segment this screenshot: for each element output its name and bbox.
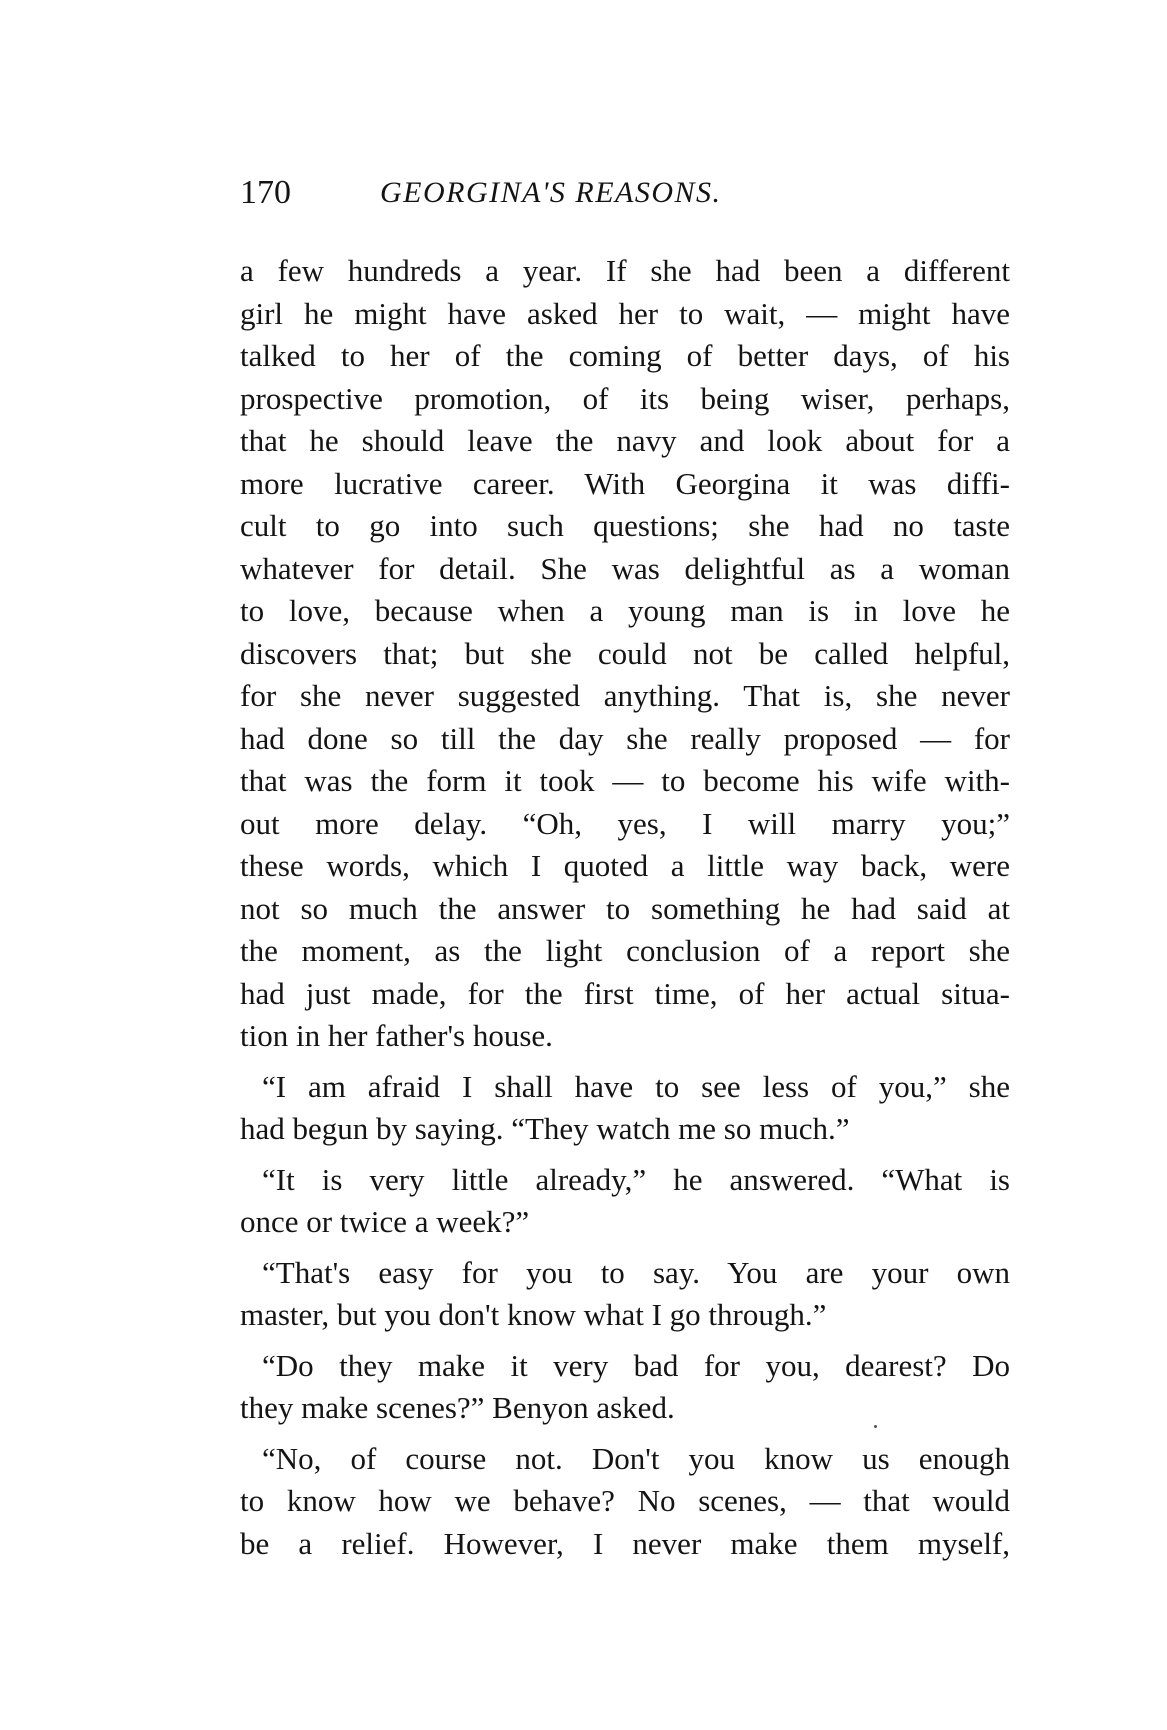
text-line: they make scenes?” Benyon asked. xyxy=(240,1390,675,1425)
text-line: once or twice a week?” xyxy=(240,1204,530,1239)
text-line: that he should leave the navy and look about for a xyxy=(240,423,1010,458)
text-line: “No, of course not. Don't you know us enough xyxy=(262,1440,1010,1476)
text-line: for she never suggested anything. That is, she never xyxy=(240,678,1010,713)
page-number: 170 xyxy=(240,174,291,211)
paragraph-gap xyxy=(240,1337,1010,1345)
text-line: cult to go into such questions; she had no taste xyxy=(240,508,1010,543)
paragraph-gap xyxy=(240,1430,1010,1438)
paragraph xyxy=(240,1345,1010,1430)
body-text xyxy=(240,250,1010,1565)
text-line: talked to her of the coming of better days, of his xyxy=(240,338,1010,373)
text-line: more lucrative career. With Georgina it was diffi- xyxy=(240,465,1010,501)
text-line: had just made, for the first time, of her actual situa- xyxy=(240,975,1010,1011)
paragraph xyxy=(240,1159,1010,1244)
text-line: to know how we behave? No scenes, — that would xyxy=(240,1483,1010,1518)
paragraph xyxy=(240,1252,1010,1337)
paragraph-gap xyxy=(240,1244,1010,1252)
text-line: these words, which I quoted a little way back, were xyxy=(240,848,1010,883)
text-line: prospective promotion, of its being wiser, perhaps, xyxy=(240,380,1010,416)
text-line: out more delay. “Oh, yes, I will marry you;” xyxy=(240,805,1010,841)
paragraph xyxy=(240,1066,1010,1151)
text-line: “I am afraid I shall have to see less of you,” she xyxy=(262,1068,1010,1104)
text-line: girl he might have asked her to wait, — might have xyxy=(240,295,1010,331)
text-line: “Do they make it very bad for you, dearest? Do xyxy=(262,1347,1010,1383)
text-line: the moment, as the light conclusion of a report she xyxy=(240,933,1010,968)
page-header xyxy=(240,168,1010,218)
paragraph-gap xyxy=(240,1058,1010,1066)
text-line: be a relief. However, I never make them myself, xyxy=(240,1525,1010,1561)
text-line: master, but you don't know what I go through.” xyxy=(240,1297,827,1332)
text-line: whatever for detail. She was delightful as a woman xyxy=(240,550,1010,586)
text-line: had begun by saying. “They watch me so much.” xyxy=(240,1111,850,1146)
text-line: not so much the answer to something he had said at xyxy=(240,890,1010,926)
text-line: “It is very little already,” he answered. “What is xyxy=(262,1161,1010,1197)
text-line: that was the form it took — to become his wife with- xyxy=(240,763,1010,798)
text-line: discovers that; but she could not be called helpful, xyxy=(240,635,1010,671)
text-line: “That's easy for you to say. You are your own xyxy=(262,1254,1010,1290)
text-line: tion in her father's house. xyxy=(240,1018,553,1053)
paragraph-gap xyxy=(240,1151,1010,1159)
text-line: a few hundreds a year. If she had been a different xyxy=(240,253,1010,288)
paragraph xyxy=(240,250,1010,1058)
text-line: had done so till the day she really proposed — for xyxy=(240,720,1010,756)
running-head: GEORGINA'S REASONS. xyxy=(380,176,722,209)
text-line: to love, because when a young man is in love he xyxy=(240,593,1010,628)
paragraph xyxy=(240,1438,1010,1566)
print-speck xyxy=(874,1425,877,1428)
